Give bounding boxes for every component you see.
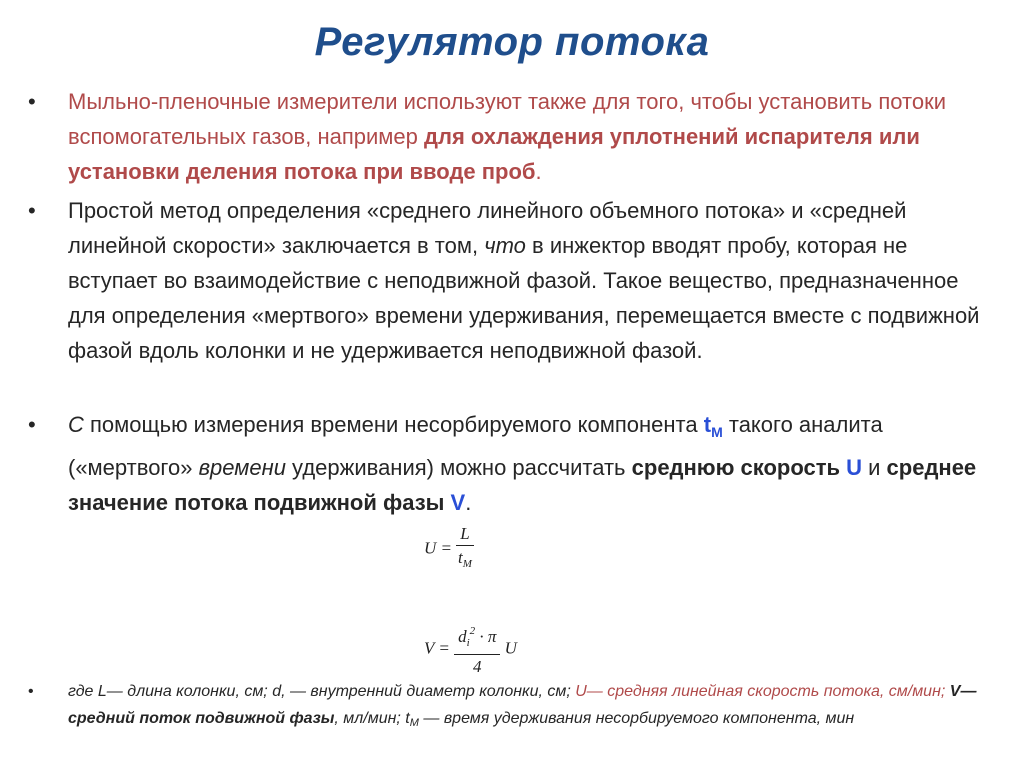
bullet-text-part2: в инжектор вводят пробу, которая не вступает во взаимодействие с неподвижной фазой. Такое вещество, предназначенное для определения «мертвого» времени удерживания, перемещается вместе с подвижной фазой вдоль колонки и не удерживается неподвижной фазой. bbox=[68, 233, 980, 363]
bullet-text-part3: удерживания) можно рассчитать bbox=[285, 455, 632, 480]
bullet-text-part3: — время удерживания несорбируемого компонента, мин bbox=[418, 710, 855, 727]
bullet-text bbox=[68, 84, 988, 189]
formula-flow-rate bbox=[424, 620, 517, 679]
formula-num-rest: · π bbox=[475, 627, 497, 646]
bullet-text-bold1: среднюю скорость bbox=[631, 455, 847, 480]
bullet-text-part1: где L— длина колонки, см; d, — внутренний диаметр колонки, см; bbox=[68, 683, 576, 700]
bullet-text-bold: для охлаждения уплотнений испарителя или установки деления потока при вводе проб bbox=[68, 124, 920, 184]
bullet-soap-film-meters bbox=[28, 84, 988, 189]
bullet-dead-time-measurement bbox=[28, 407, 988, 520]
formula-fraction bbox=[456, 523, 473, 576]
bullet-marker: • bbox=[28, 412, 36, 437]
bullet-text bbox=[68, 407, 988, 520]
bullet-text-part2: , мл/мин; t bbox=[334, 710, 410, 727]
slide-title: Регулятор потока bbox=[314, 20, 710, 64]
formula-den-t: t bbox=[458, 548, 463, 567]
bullet-text-italic-start: С bbox=[68, 412, 84, 437]
formula-num-superscript: 2 bbox=[469, 625, 476, 637]
bullet-text-part2: такого аналита («мертвого» bbox=[68, 412, 883, 480]
symbol-t-subscript: M bbox=[711, 424, 723, 440]
formula-denominator: 4 bbox=[472, 657, 482, 676]
bullet-t-subscript: M bbox=[409, 717, 419, 729]
bullet-text-end: . bbox=[465, 490, 472, 515]
formula-lhs: U = bbox=[424, 538, 452, 558]
bullet-text bbox=[68, 193, 988, 368]
formula-numerator bbox=[454, 620, 500, 655]
bullet-text-part1: Простой метод определения «среднего линейного объемного потока» и «средней линейной скорости» заключается в том, bbox=[68, 198, 907, 258]
bullet-text-bold: V— средний поток подвижной фазы bbox=[68, 683, 977, 727]
bullet-text-bold2: среднее значение потока подвижной фазы bbox=[68, 455, 977, 515]
formula-num-subscript: i bbox=[466, 637, 470, 649]
symbol-v: V bbox=[450, 490, 466, 515]
bullet-text-italic: что bbox=[484, 233, 526, 258]
formula-fraction bbox=[454, 620, 500, 679]
formula-lhs: V = bbox=[424, 638, 450, 658]
formula-den-subscript: M bbox=[462, 558, 472, 570]
formula-denominator bbox=[456, 546, 473, 576]
bullet-text-red: U— средняя линейная скорость потока, см/мин; bbox=[575, 683, 950, 700]
formula-num-d: d bbox=[458, 627, 467, 646]
formula-average-velocity bbox=[424, 523, 474, 576]
formula-numerator: L bbox=[456, 523, 473, 546]
bullet-marker: • bbox=[28, 683, 34, 700]
symbol-t: t bbox=[703, 412, 712, 437]
bullet-text-italic: времени bbox=[198, 455, 286, 480]
bullet-text-part4: и bbox=[862, 455, 887, 480]
bullet-text bbox=[68, 678, 988, 737]
bullet-marker: • bbox=[28, 198, 36, 223]
bullet-text-end: . bbox=[535, 159, 542, 184]
bullet-simple-method bbox=[28, 193, 988, 368]
bullet-legend-notation bbox=[28, 678, 988, 737]
bullet-text-plain: Мыльно-пленочные измерители используют также для того, чтобы установить потоки вспомогательных газов, например bbox=[68, 89, 946, 149]
bullet-marker: • bbox=[28, 89, 36, 114]
symbol-u: U bbox=[846, 455, 863, 480]
formula-rhs: U bbox=[504, 638, 517, 658]
bullet-text-part1: помощью измерения времени несорбируемого компонента bbox=[83, 412, 704, 437]
